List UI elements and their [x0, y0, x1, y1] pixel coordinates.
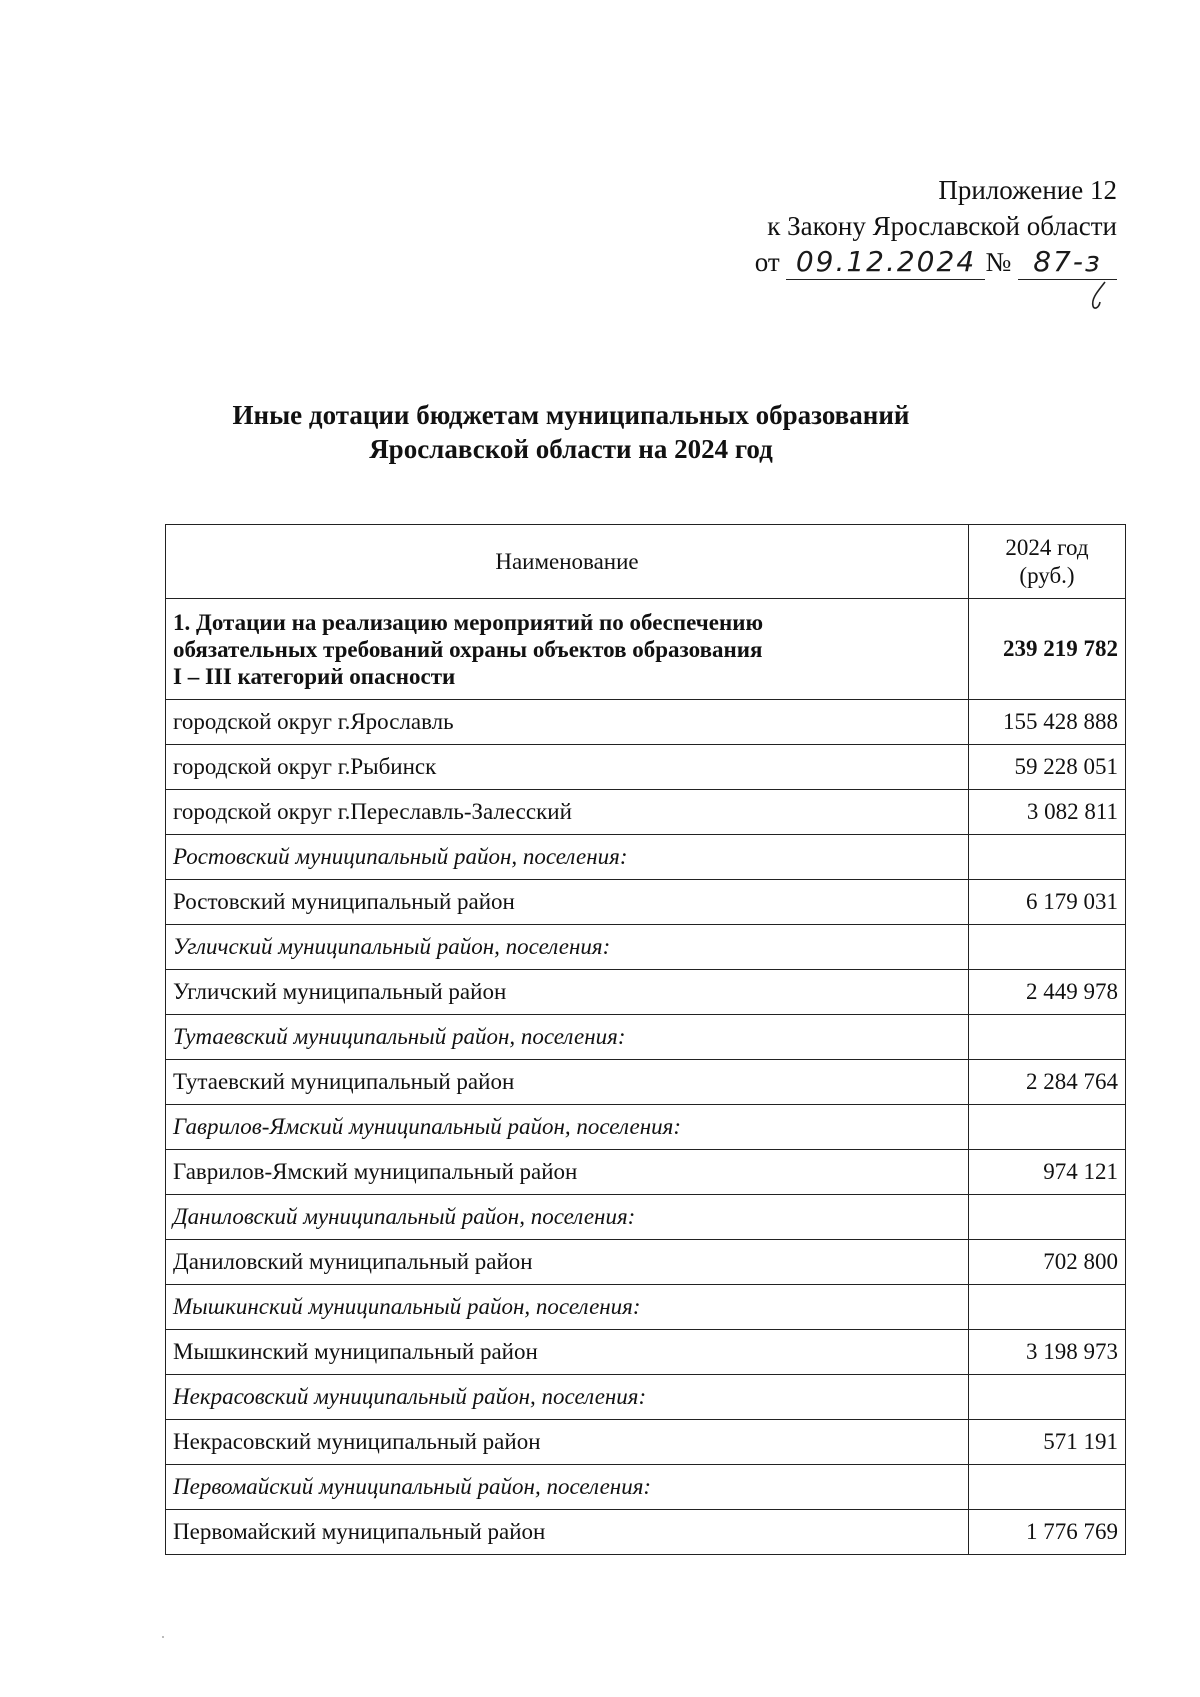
- appendix-header: [755, 172, 1117, 280]
- row-name: Угличский муниципальный район, поселения:: [166, 925, 969, 970]
- handwritten-date: 09.12.2024: [786, 245, 985, 280]
- row-amount: 2 284 764: [969, 1060, 1126, 1105]
- column-header-amount-unit: (руб.): [1019, 562, 1075, 588]
- section-title-line-1: 1. Дотации на реализацию мероприятий по обеспечению: [173, 609, 764, 635]
- row-amount: [969, 1285, 1126, 1330]
- row-amount: [969, 1105, 1126, 1150]
- table-row-subheading: [166, 1015, 1126, 1060]
- table-row-subheading: [166, 1285, 1126, 1330]
- row-name: Первомайский муниципальный район, поселения:: [166, 1465, 969, 1510]
- section-total: 239 219 782: [969, 599, 1126, 700]
- row-amount: [969, 1465, 1126, 1510]
- section-title: [166, 599, 969, 700]
- row-amount: 571 191: [969, 1420, 1126, 1465]
- column-header-amount: [969, 525, 1126, 599]
- handwritten-number: 87-з: [1018, 245, 1117, 280]
- row-amount: 702 800: [969, 1240, 1126, 1285]
- row-amount: [969, 835, 1126, 880]
- section-title-line-3: I – III категорий опасности: [173, 663, 456, 689]
- table-row: [166, 1060, 1126, 1105]
- number-sign: №: [985, 247, 1012, 277]
- row-name: Даниловский муниципальный район: [166, 1240, 969, 1285]
- table-row: [166, 880, 1126, 925]
- row-name: Ростовский муниципальный район, поселения:: [166, 835, 969, 880]
- row-name: городской округ г.Рыбинск: [166, 745, 969, 790]
- table-row-subheading: [166, 925, 1126, 970]
- row-name: Угличский муниципальный район: [166, 970, 969, 1015]
- table-row-subheading: [166, 1105, 1126, 1150]
- row-name: городской округ г.Ярославль: [166, 700, 969, 745]
- table-row: [166, 745, 1126, 790]
- law-reference: к Закону Ярославской области: [767, 211, 1117, 241]
- table-row: [166, 1150, 1126, 1195]
- table-row: [166, 700, 1126, 745]
- law-date-number: [755, 244, 1117, 280]
- column-header-amount-year: 2024 год: [1005, 534, 1089, 560]
- row-amount: 2 449 978: [969, 970, 1126, 1015]
- column-header-name: Наименование: [166, 525, 969, 599]
- row-name: Тутаевский муниципальный район: [166, 1060, 969, 1105]
- row-name: Даниловский муниципальный район, поселения:: [166, 1195, 969, 1240]
- row-amount: 3 198 973: [969, 1330, 1126, 1375]
- row-amount: [969, 925, 1126, 970]
- row-amount: [969, 1195, 1126, 1240]
- row-amount: 59 228 051: [969, 745, 1126, 790]
- row-name: Мышкинский муниципальный район, поселения:: [166, 1285, 969, 1330]
- table-row: [166, 1240, 1126, 1285]
- row-name: Тутаевский муниципальный район, поселения:: [166, 1015, 969, 1060]
- table-row: [166, 970, 1126, 1015]
- row-name: Некрасовский муниципальный район: [166, 1420, 969, 1465]
- section-row: [166, 599, 1126, 700]
- scan-speck: [162, 1636, 164, 1638]
- row-amount: [969, 1375, 1126, 1420]
- title-line-2: Ярославской области на 2024 год: [369, 434, 773, 464]
- row-name: Мышкинский муниципальный район: [166, 1330, 969, 1375]
- row-name: Гаврилов-Ямский муниципальный район, поселения:: [166, 1105, 969, 1150]
- row-name: Первомайский муниципальный район: [166, 1510, 969, 1555]
- table-row: [166, 1330, 1126, 1375]
- row-amount: 6 179 031: [969, 880, 1126, 925]
- row-amount: 3 082 811: [969, 790, 1126, 835]
- table-row-subheading: [166, 1465, 1126, 1510]
- table-row-subheading: [166, 1375, 1126, 1420]
- table-header-row: [166, 525, 1126, 599]
- table-row: [166, 1420, 1126, 1465]
- table-row-subheading: [166, 1195, 1126, 1240]
- section-title-line-2: обязательных требований охраны объектов образования: [173, 636, 763, 662]
- row-name: Ростовский муниципальный район: [166, 880, 969, 925]
- row-name: городской округ г.Переславль-Залесский: [166, 790, 969, 835]
- subsidies-table: [165, 524, 1126, 1555]
- row-amount: [969, 1015, 1126, 1060]
- row-amount: 974 121: [969, 1150, 1126, 1195]
- title-line-1: Иные дотации бюджетам муниципальных образований: [232, 400, 910, 430]
- row-name: Гаврилов-Ямский муниципальный район: [166, 1150, 969, 1195]
- table-row: [166, 1510, 1126, 1555]
- row-amount: 155 428 888: [969, 700, 1126, 745]
- handwriting-stroke-icon: [1085, 280, 1109, 312]
- row-name: Некрасовский муниципальный район, поселения:: [166, 1375, 969, 1420]
- date-prefix: от: [754, 247, 780, 277]
- document-title: [0, 398, 1142, 466]
- table-row-subheading: [166, 835, 1126, 880]
- appendix-label: Приложение 12: [938, 175, 1117, 205]
- table-row: [166, 790, 1126, 835]
- row-amount: 1 776 769: [969, 1510, 1126, 1555]
